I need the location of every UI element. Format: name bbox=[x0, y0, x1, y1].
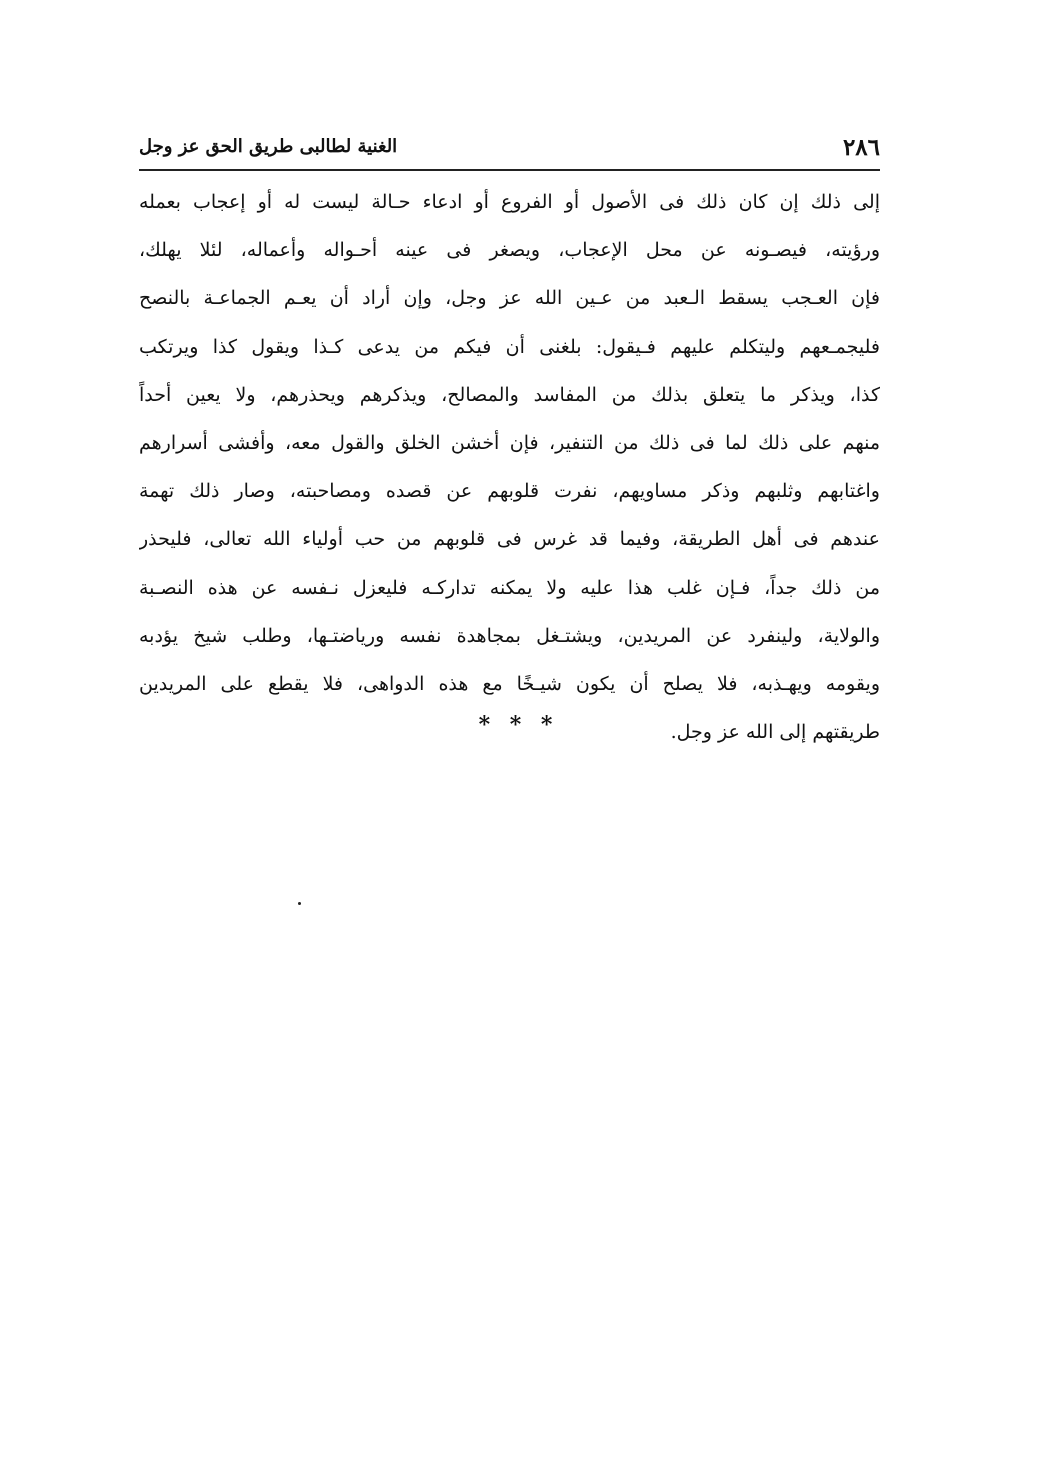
header-rule bbox=[139, 169, 880, 171]
text-line: فليجمـعهم وليتكلم عليهم فـيقول: بلغنى أن فيكم من يدعى كـذا ويقول كذا ويرتكب bbox=[139, 335, 880, 358]
text-line: عندهم فى أهل الطريقة، وفيما قد غرس فى قلوبهم من حب أولياء الله تعالى، فليحذر bbox=[139, 528, 880, 551]
section-separator: * * * bbox=[478, 712, 559, 738]
text-line: ويقومه ويهـذبه، فلا يصلح أن يكون شيـخًا مع هذه الدواهى، فلا يقطع على المريدين bbox=[139, 672, 880, 695]
text-line: واغتابهم وثلبهم وذكر مساويهم، نفرت قلوبهم عن قصده ومصاحبته، وصار ذلك تهمة bbox=[139, 480, 880, 503]
text-line: من ذلك جداً، فـإن غلب هذا عليه ولا يمكنه تداركـه فليعزل نـفسه عن هذه النصـبة bbox=[139, 576, 880, 599]
text-line: منهم على ذلك لما فى ذلك من التنفير، فإن أخشن الخلق والقول معه، وأفشى أسرارهم bbox=[139, 431, 880, 454]
text-line: ورؤيته، فيصـونه عن محل الإعجاب، ويصغر فى عينه أحـواله وأعماله، لئلا يهلك، bbox=[139, 239, 880, 262]
text-line: إلى ذلك إن كان ذلك فى الأصول أو الفروع أو ادعاء حـالة ليست له أو إعجاب بعمله bbox=[139, 191, 880, 213]
ink-speck bbox=[298, 902, 301, 905]
text-line: طريقتهم إلى الله عز وجل. bbox=[670, 721, 880, 744]
book-title: الغنية لطالبى طريق الحق عز وجل bbox=[139, 136, 398, 157]
text-line: والولاية، ولينفرد عن المريدين، ويشتـغل بمجاهدة نفسه ورياضتـها، وطلب شيخ يؤدبه bbox=[139, 624, 880, 647]
text-line: فإن العـجب يسقط الـعبد من عـين الله عز وجل، وإن أراد أن يعـم الجماعـة بالنصح bbox=[139, 287, 880, 310]
text-line: كذا، ويذكر ما يتعلق بذلك من المفاسد والمصالح، ويذكرهم ويحذرهم، ولا يعين أحداً bbox=[139, 383, 880, 406]
running-header bbox=[139, 128, 880, 168]
page-number: ٢٨٦ bbox=[842, 134, 880, 161]
body-text bbox=[139, 178, 880, 756]
